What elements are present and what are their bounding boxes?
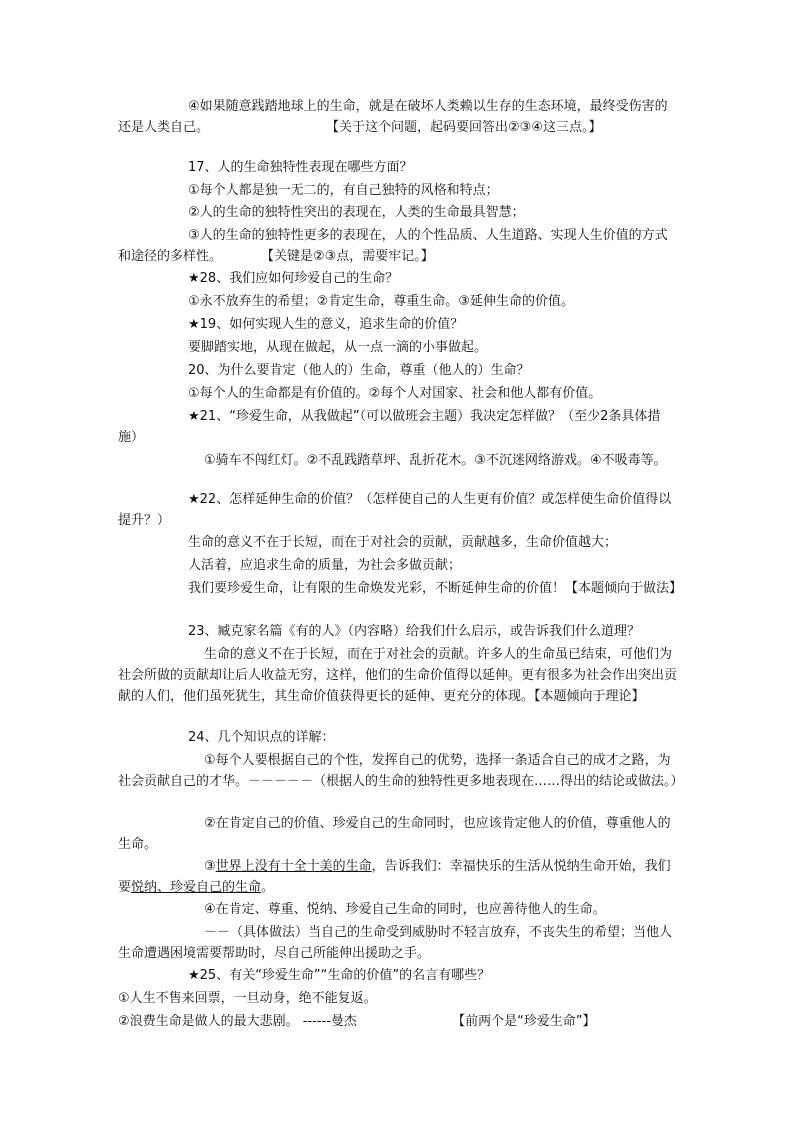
answer-22-1: 生命的意义不在于长短，而在于对社会的贡献，贡献越多，生命价值越大；	[188, 535, 618, 550]
answer-24-3-middle: ，告诉我们：幸福快乐的生活从悦纳生命开始，我们要	[118, 859, 671, 895]
paragraph-point-4: ④如果随意践踏地球上的生命，就是在破坏人类赖以生存的生态环境，最终受伤害的还是人类自己。 【关于这个问题，起码要回答出②③④这三点。】	[118, 99, 668, 135]
question-17: 17、人的生命独特性表现在哪些方面？	[188, 160, 413, 175]
answer-24-3-end: 。	[261, 880, 275, 895]
answer-17-2: ②人的生命的独特性突出的表现在，人类的生命最具智慧；	[188, 205, 525, 220]
answer-23: 生命的意义不在于长短，而在于对社会的贡献。许多人的生命虽已结束，可他们为社会所做的贡献却让后人收益无穷，这样，他们的生命价值得以延伸。更有很多为社会作出突出贡献的人们，他们虽死犹生，其生命价值获得更长的延伸、更充分的体现。【本题倾向于理论】	[118, 647, 678, 704]
answer-22-2: 人活着，应追求生命的质量，为社会多做贡献；	[188, 558, 462, 573]
answer-28: ①永不放弃生的希望；②肯定生命，尊重生命。③延伸生命的价值。	[188, 294, 574, 309]
question-19: ★19、如何实现人生的意义，追求生命的价值？	[188, 317, 464, 332]
underlined-phrase-2: 悦纳、珍爱自己的生命	[131, 880, 262, 895]
answer-17-1: ①每个人都是独一无二的，有自己独特的风格和特点；	[188, 183, 499, 198]
question-21: ★21、“珍爱生命，从我做起”（可以做班会主题）我决定怎样做？（至少2条具体措施）	[118, 409, 661, 445]
question-24: 24、几个知识点的详解：	[188, 730, 335, 745]
answer-17-3: ③人的生命的独特性更多的表现在，人的个性品质、人生道路、实现人生价值的方式和途径的多样性。 【关键是②③点，需要牢记。】	[118, 228, 668, 264]
quote-2: ②浪费生命是做人的最大悲剧。 ------曼杰 【前两个是“珍爱生命”】	[118, 1014, 596, 1029]
answer-24-3	[118, 856, 678, 898]
question-22: ★22、怎样延伸生命的价值？（怎样使自己的人生更有价值？或怎样使生命价值得以提升？）	[118, 492, 672, 528]
answer-22-3: 我们要珍爱生命，让有限的生命焕发光彩，不断延伸生命的价值！【本题倾向于做法】	[188, 581, 683, 596]
answer-24-1: ①每个人要根据自己的个性，发挥自己的优势，选择一条适合自己的成才之路，为社会贡献自己的才华。－－－－－（根据人的生命的独特性更多地表现在……得出的结论或做法。）	[118, 753, 684, 789]
question-25: ★25、有关“珍爱生命”“生命的价值”的名言有哪些？	[188, 968, 491, 983]
question-20: 20、为什么要肯定（他人的）生命，尊重（他人的）生命？	[188, 363, 530, 378]
question-28: ★28、我们应如何珍爱自己的生命？	[188, 271, 399, 286]
answer-19: 要脚踏实地，从现在做起，从一点一滴的小事做起。	[188, 340, 488, 355]
answer-24-2: ②在肯定自己的价值、珍爱自己的生命同时，也应该肯定他人的价值，尊重他人的生命。	[118, 816, 671, 852]
answer-24-4: ④在肯定、尊重、悦纳、珍爱自己生命的同时，也应善待他人的生命。	[204, 902, 606, 917]
underlined-phrase-1: 世界上没有十全十美的生命	[215, 859, 372, 874]
quote-1: ①人生不售来回票，一旦动身，绝不能复返。	[118, 991, 377, 1006]
question-23: 23、臧克家名篇《有的人》（内容略）给我们什么启示，或告诉我们什么道理？	[188, 624, 641, 639]
answer-24-5: －－（具体做法）当自己的生命受到威胁时不轻言放弃，不丧失生的希望；当他人生命遭遇困境需要帮助时，尽自己所能伸出援助之手。	[118, 925, 673, 961]
answer-24-3-prefix: ③	[204, 859, 216, 874]
answer-20: ①每个人的生命都是有价值的。②每个人对国家、社会和他人都有价值。	[188, 386, 602, 401]
answer-21: ①骑车不闯红灯。②不乱践踏草坪、乱折花木。③不沉迷网络游戏。④不吸毒等。	[204, 453, 667, 468]
